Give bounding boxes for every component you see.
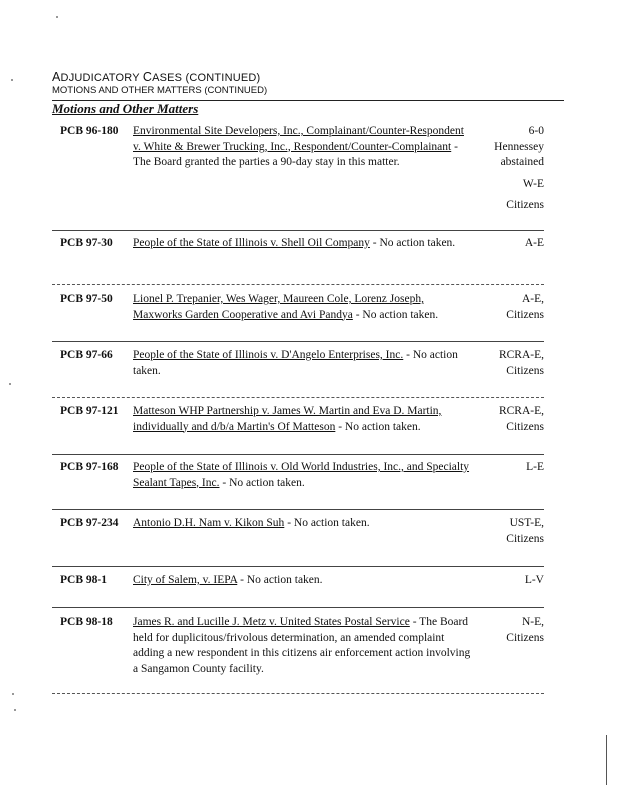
vote-note: Hennessey abstained [494, 140, 544, 168]
header-small-a: DJUDICATORY [60, 72, 140, 84]
case-description [133, 460, 473, 491]
case-action: - No action taken. [284, 517, 370, 529]
case-caption: Matteson WHP Partnership v. James W. Martin and Eva D. Martin, individually and d/b/a Martin's Of Matteson [133, 405, 442, 433]
vote-type: A-E, [521, 293, 544, 305]
case-caption: James R. and Lucille J. Metz v. United States Postal Service [133, 616, 410, 628]
case-description [133, 124, 473, 171]
case-action: - No action taken. [219, 476, 305, 489]
case-vote [464, 573, 544, 589]
vote-extra: Citizens [506, 308, 544, 321]
case-description [133, 615, 473, 677]
vote-extra: Citizens [506, 420, 544, 433]
vote-type: L-E [526, 461, 544, 473]
case-action: - The Board held for duplicitous/frivolous determination, an amended complaint adding a new respondent in this citizens air enforcement action involving a Sangamon County facility. [133, 616, 471, 675]
entry-separator [52, 284, 544, 285]
case-number: PCB 97-121 [60, 405, 119, 417]
vote-type: N-E, [521, 616, 544, 628]
case-number: PCB 96-180 [60, 125, 119, 137]
scan-speck [9, 383, 11, 385]
case-caption: City of Salem, v. IEPA [133, 574, 238, 586]
scan-edge-mark [606, 735, 607, 785]
vote-extra: Citizens [506, 364, 544, 377]
case-caption: Antonio D.H. Nam v. Kikon Suh [133, 517, 285, 529]
entry-separator [52, 454, 544, 455]
case-vote [464, 124, 544, 214]
case-description [133, 348, 473, 379]
scan-speck [56, 16, 58, 18]
case-number: PCB 97-50 [60, 293, 113, 305]
scan-speck [12, 693, 14, 695]
case-description [133, 404, 473, 435]
case-description [133, 516, 473, 532]
case-action: - The Board granted the parties a 90-day stay in this matter. [133, 140, 458, 168]
case-action: - No action taken. [335, 420, 421, 433]
entry-separator [52, 693, 544, 694]
case-vote [464, 404, 544, 435]
case-description [133, 292, 473, 323]
scan-speck [14, 709, 16, 711]
header-lead-c: C [142, 70, 153, 84]
page-header-subtitle: MOTIONS AND OTHER MATTERS (CONTINUED) [52, 85, 268, 96]
header-suffix: (CONTINUED) [185, 72, 261, 84]
case-action: - No action taken. [352, 308, 439, 321]
case-number: PCB 98-1 [60, 574, 107, 586]
case-number: PCB 97-234 [60, 517, 119, 529]
entry-separator [52, 341, 544, 342]
case-vote [464, 516, 544, 547]
case-action: - No action taken. [369, 237, 456, 249]
case-caption: Environmental Site Developers, Inc., Complainant/Counter-Respondent v. White & Brewer Trucking, Inc., Respondent/Counter-Complainant [133, 125, 464, 153]
case-vote [464, 236, 544, 252]
case-action: - No action taken. [237, 574, 323, 586]
vote-extra: Citizens [506, 631, 544, 644]
case-caption: People of the State of Illinois v. D'Angelo Enterprises, Inc. [133, 349, 404, 361]
vote-type: UST-E, [509, 517, 544, 529]
case-description [133, 236, 473, 252]
case-vote [464, 615, 544, 646]
case-vote [464, 460, 544, 476]
case-description [133, 573, 473, 589]
section-title: Motions and Other Matters [52, 101, 199, 116]
case-vote [464, 292, 544, 323]
case-caption: People of the State of Illinois v. Old World Industries, Inc., and Specialty Sealant Tapes, Inc. [133, 461, 470, 489]
case-caption: Lionel P. Trepanier, Wes Wager, Maureen Cole, Lorenz Joseph, Maxworks Garden Cooperative and Avi Pandya [133, 293, 424, 321]
vote-type: RCRA-E, [498, 405, 544, 417]
entry-separator [52, 230, 544, 231]
case-caption: People of the State of Illinois v. Shell Oil Company [133, 237, 370, 249]
vote-extra: Citizens [506, 199, 544, 211]
page-header-title [52, 70, 260, 84]
case-number: PCB 97-30 [60, 237, 113, 249]
case-vote [464, 348, 544, 379]
header-lead-a: A [52, 70, 61, 84]
entry-separator [52, 607, 544, 608]
case-number: PCB 98-18 [60, 616, 113, 628]
header-small-c: ASES [152, 72, 183, 84]
case-action: - No action taken. [133, 349, 458, 377]
entry-separator [52, 509, 544, 510]
vote-type: A-E [524, 237, 544, 249]
case-number: PCB 97-66 [60, 349, 113, 361]
vote-type: L-V [524, 574, 544, 586]
vote-extra: Citizens [506, 532, 544, 545]
scan-speck [11, 79, 13, 81]
entry-separator [52, 566, 544, 567]
case-number: PCB 97-168 [60, 461, 119, 473]
vote-count: 6-0 [528, 125, 544, 137]
entry-separator [52, 397, 544, 398]
vote-type: W-E [522, 177, 544, 190]
vote-type: RCRA-E, [498, 349, 544, 361]
